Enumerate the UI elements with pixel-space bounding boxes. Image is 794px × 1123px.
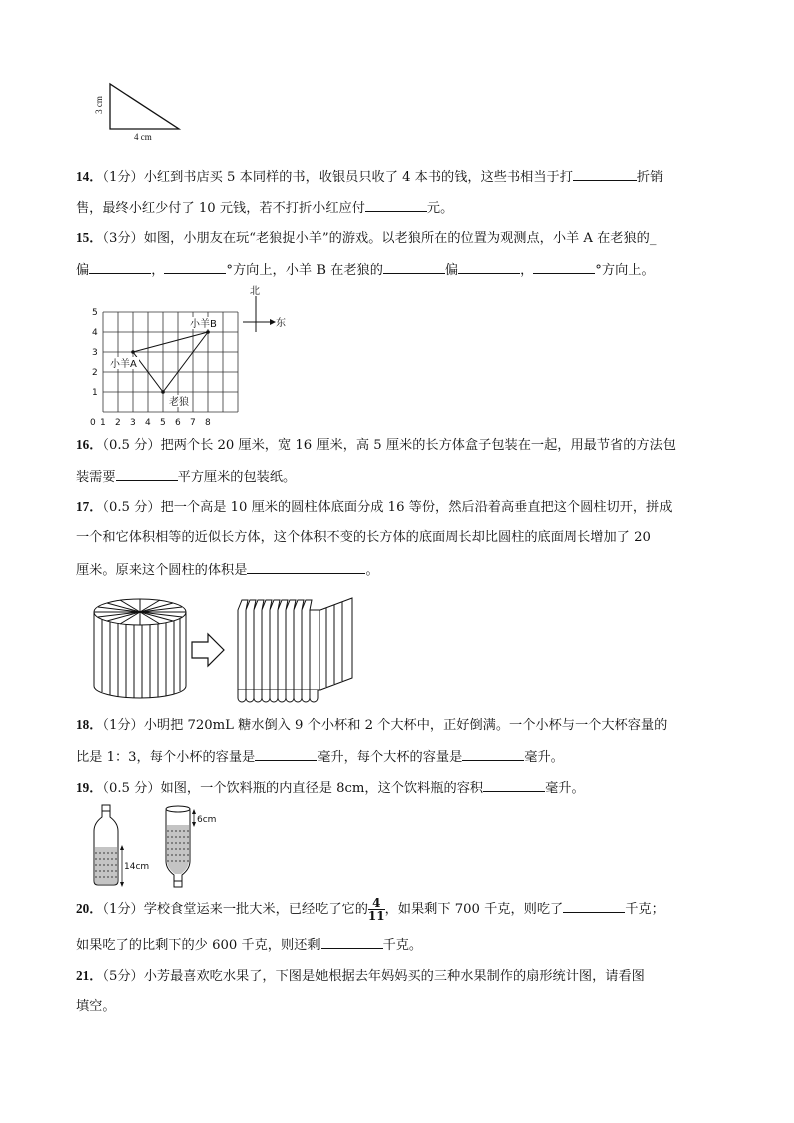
y-tick: 3 [92, 348, 98, 358]
cylinder-to-cuboid-diagram [90, 590, 360, 706]
fraction-numerator: 4 [368, 897, 385, 910]
q16-line-1 [76, 435, 676, 456]
q20-text-b: ，如果剩下 700 千克，则吃了 [384, 902, 564, 917]
q19-number: 19． [76, 780, 103, 795]
y-tick: 4 [92, 328, 98, 338]
q15-score: （3分） [102, 231, 144, 246]
x-tick: 1 [100, 418, 106, 428]
q15-line-1 [76, 228, 656, 249]
q18-score: （1分） [102, 718, 144, 733]
x-tick: 2 [115, 418, 121, 428]
q19-bottle-figure [90, 803, 240, 889]
q15-text-g: °方向上。 [595, 263, 655, 278]
q16-text-c: 平方厘米的包装纸。 [177, 470, 297, 485]
q15-grid-figure [88, 282, 298, 432]
q15-blank-5[interactable] [533, 259, 595, 274]
q19-score: （0.5 分） [102, 781, 161, 796]
q20-text-a: 学校食堂运来一批大米，已经吃了它的 [143, 902, 368, 917]
q15-blank-2[interactable] [164, 259, 226, 274]
q17-score: （0.5 分） [102, 500, 161, 515]
q16-line-2 [76, 466, 296, 488]
q16-text-b: 装需要 [76, 470, 116, 485]
q19-blank[interactable] [483, 777, 545, 792]
q18-line-2 [76, 746, 564, 768]
q16-blank[interactable] [116, 466, 178, 481]
compass-east-label: 东 [276, 318, 286, 329]
q21-score: （5分） [102, 969, 144, 984]
wolf-label: 老狼 [169, 397, 189, 408]
q15-text-d: °方向上，小羊 B 在老狼的 [226, 263, 383, 278]
y-tick: 1 [92, 388, 98, 398]
q20-text-c: 千克； [625, 902, 665, 917]
q18-blank-1[interactable] [255, 746, 317, 761]
q14-line-2 [76, 197, 453, 219]
q14-blank-2[interactable] [365, 197, 427, 212]
q20-score: （1分） [102, 902, 144, 917]
q15-blank-1[interactable] [89, 259, 151, 274]
q20-text-e: 千克。 [382, 938, 423, 953]
q18-text-a: 小明把 720mL 糖水倒入 9 个小杯和 2 个大杯中，正好倒满。一个小杯与一个大杯容量的 [143, 718, 668, 733]
x-tick: 5 [160, 418, 166, 428]
q15-line-2 [76, 259, 655, 281]
q18-text-c: 毫升，每个大杯的容量是 [317, 750, 463, 765]
q15-text-a: 如图，小朋友在玩“老狼捉小羊”的游戏。以老狼所在的位置为观测点，小羊 A 在老狼的_ [143, 231, 657, 246]
q21-text-a: 小芳最喜欢吃水果了，下图是她根据去年妈妈买的三种水果制作的扇形统计图，请看图 [143, 969, 645, 984]
y-tick: 5 [92, 308, 98, 318]
q20-blank-1[interactable] [563, 898, 625, 913]
q16-number: 16． [76, 437, 103, 452]
y-tick: 2 [92, 368, 98, 378]
q14-line-1 [76, 166, 663, 188]
q15-text-f: ， [520, 263, 534, 278]
compass-icon [243, 296, 276, 332]
q20-blank-2[interactable] [321, 934, 383, 949]
q14-text: 小红到书店买 5 本同样的书，收银员只收了 4 本书的钱，这些书相当于打 [143, 170, 573, 185]
triangle-figure [94, 80, 186, 150]
q17-text-d: 。 [365, 563, 379, 578]
right-arrow-icon [192, 634, 224, 666]
q20-fraction [368, 897, 385, 922]
q14-text-b: 折销 [636, 170, 664, 185]
q21-text-b: 填空。 [76, 999, 116, 1014]
q17-cylinder-figure [90, 590, 360, 706]
bottle-diagram [90, 803, 240, 889]
q17-text-c: 厘米。原来这个圆柱的体积是 [76, 563, 248, 578]
q15-blank-3[interactable] [383, 259, 445, 274]
q17-text-a: 把一个高是 10 厘米的圆柱体底面分成 16 等份，然后沿着高垂直把这个圆柱切开，拼成 [160, 500, 673, 515]
x-tick: 7 [190, 418, 196, 428]
q18-blank-2[interactable] [462, 746, 524, 761]
q15-text-c: ， [151, 263, 165, 278]
q18-text-b: 比是 1：3，每个小杯的容量是 [76, 750, 256, 765]
x-tick: 8 [205, 418, 211, 428]
q21-number: 21． [76, 968, 103, 983]
triangle-base-label: 4 cm [134, 132, 152, 142]
air-height-label: 6cm [197, 815, 217, 825]
q14-score: （1分） [102, 170, 144, 185]
x-tick: 0 [90, 418, 96, 428]
q19-text-b: 毫升。 [545, 781, 585, 796]
q14-text-c: 售，最终小红少付了 10 元钱，若不打折小红应付 [76, 201, 365, 216]
q21-line-1 [76, 966, 645, 987]
q18-line-1 [76, 715, 667, 736]
q14-blank-1[interactable] [573, 166, 637, 181]
q17-line-2 [76, 528, 651, 548]
liquid-height-label: 14cm [124, 862, 150, 872]
lamb-b-label: 小羊B [190, 319, 217, 330]
q17-blank[interactable] [247, 559, 365, 574]
q19-line-1 [76, 777, 585, 799]
q14-text-d: 元。 [426, 201, 454, 216]
x-tick: 3 [130, 418, 136, 428]
q18-text-d: 毫升。 [524, 750, 564, 765]
q20-text-d: 如果吃了的比剩下的少 600 千克，则还剩 [76, 938, 321, 953]
q14-number: 14． [76, 169, 103, 184]
q20-number: 20． [76, 901, 103, 916]
q15-number: 15． [76, 230, 103, 245]
q19-text-a: 如图，一个饮料瓶的内直径是 8cm，这个饮料瓶的容积 [160, 781, 484, 796]
x-tick: 6 [175, 418, 181, 428]
q17-number: 17． [76, 499, 103, 514]
q18-number: 18． [76, 717, 103, 732]
q15-grid-svg [88, 282, 298, 432]
lamb-a-label: 小羊A [110, 359, 137, 370]
triangle-side-label: 3 cm [93, 96, 104, 114]
q21-line-2 [76, 997, 116, 1017]
compass-north-label: 北 [250, 286, 260, 297]
q20-line-2 [76, 934, 422, 956]
fraction-denominator: 11 [367, 909, 385, 923]
q20-line-1 [76, 894, 665, 924]
q15-text-b: 偏 [76, 263, 90, 278]
q17-text-b: 一个和它体积相等的近似长方体，这个体积不变的长方体的底面周长却比圆柱的底面周长增加了 20 [76, 530, 651, 545]
q16-text-a: 把两个长 20 厘米，宽 16 厘米，高 5 厘米的长方体盒子包装在一起，用最节省的方法包 [160, 438, 676, 453]
q15-text-e: 偏 [444, 263, 459, 278]
x-tick: 4 [145, 418, 151, 428]
q15-blank-4[interactable] [458, 259, 520, 274]
q17-line-3 [76, 559, 379, 581]
q17-line-1 [76, 497, 672, 518]
q16-score: （0.5 分） [102, 438, 161, 453]
